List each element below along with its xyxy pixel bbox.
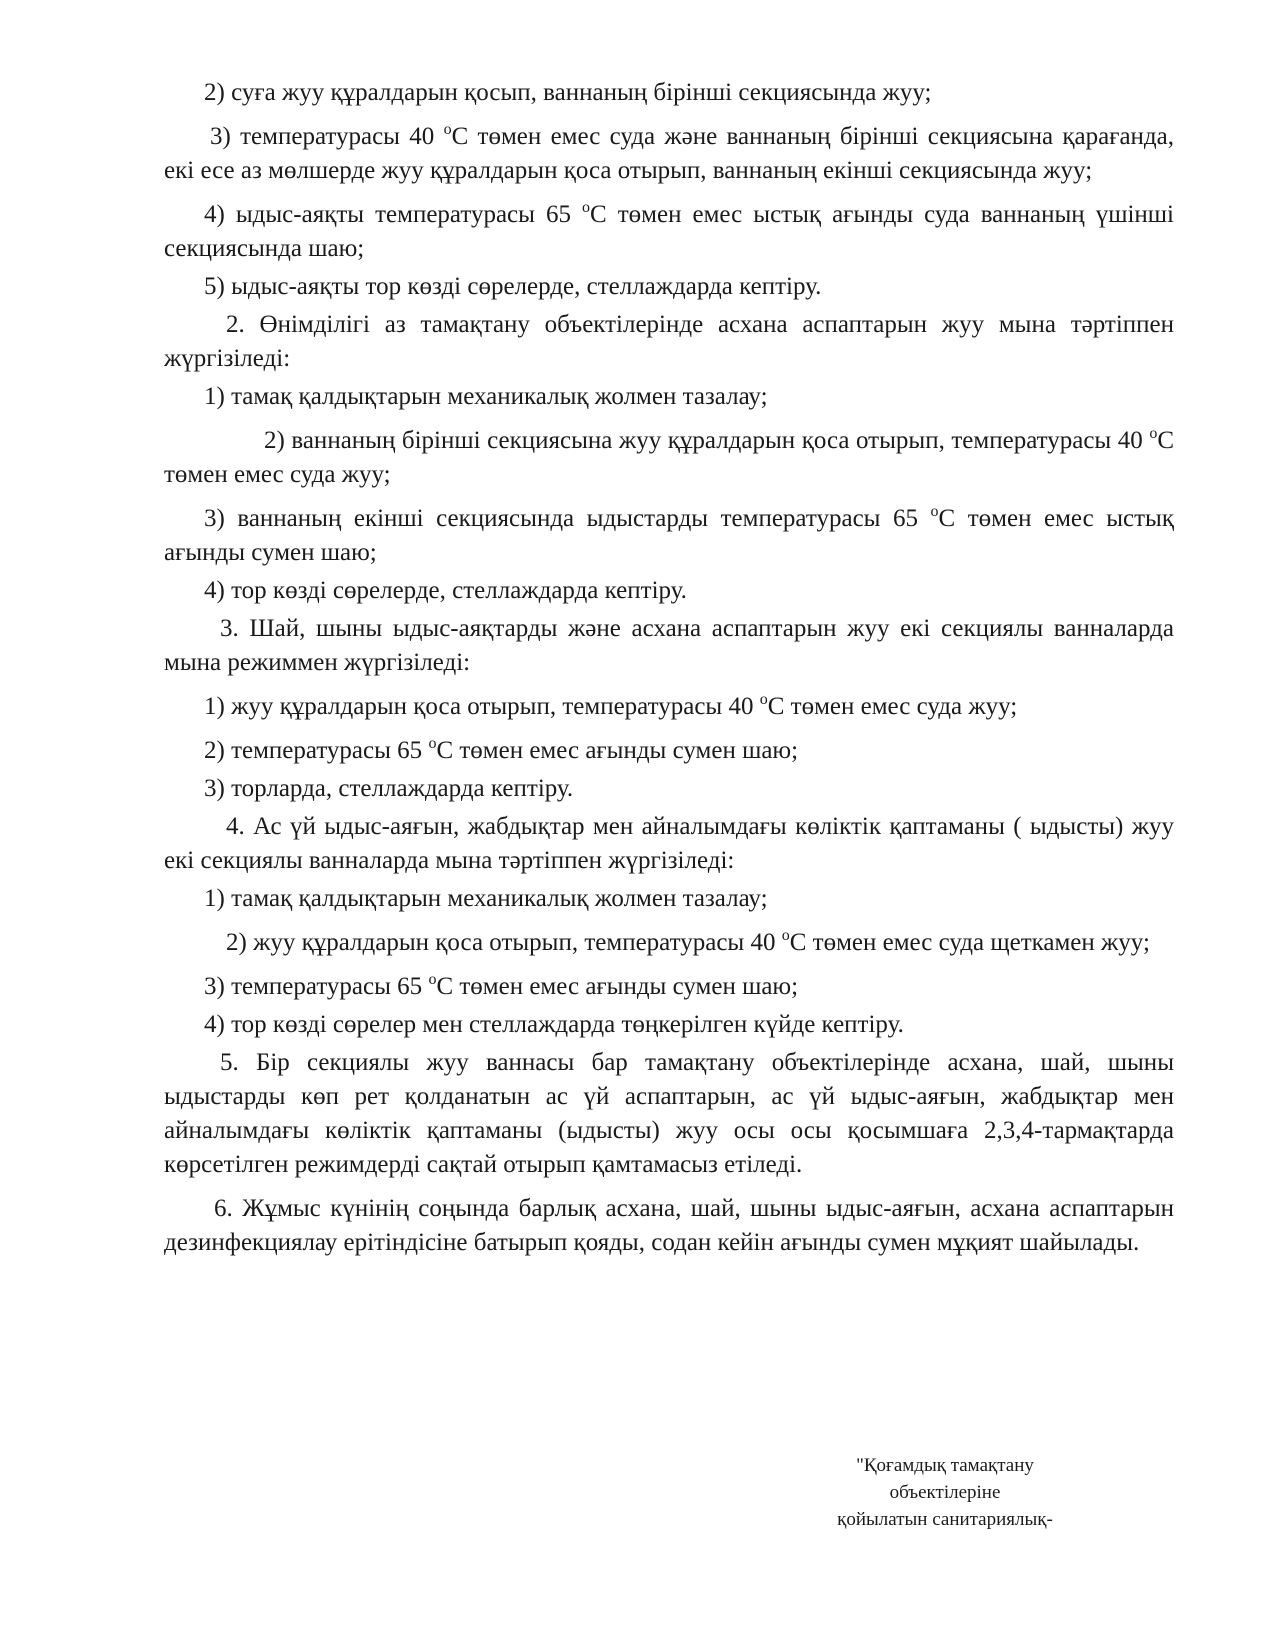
paragraph-text: 2. Өнімділігі аз тамақтану объектілерінде асхана аспаптарын жуу мына тәртіппен жүргізіледі: (164, 311, 1174, 372)
paragraph-text: 5. Бір секциялы жуу ваннасы бар тамақтану объектілерінде асхана, шай, шыны ыдыстарды көп рет қолданатын ас үй аспаптарын, ас үй ыдыс-аяғын, жабдықтар мен айналымдағы көліктік қаптаманы (ыдысты) жуу осы осы қосымшаға 2,3,4-тармақтарда көрсетілген режимдерді сақтай отырып қамтамасыз етіледі. (164, 1049, 1174, 1178)
paragraph-text: С төмен емес ыстық ағынды суда ваннаның үшінші секциясында шаю; (164, 201, 1174, 262)
paragraph-text: 3) температурасы 40 (210, 123, 444, 150)
degree-sign: o (443, 121, 452, 138)
paragraph-text: С төмен емес суда және ваннаның бірінші секциясына қарағанда, екі есе аз мөлшерде жуу құралдарын қоса отырып, ваннаның екінші секциясында жуу; (164, 123, 1174, 184)
paragraph (164, 308, 1174, 376)
paragraph (164, 1192, 1174, 1260)
paragraph (164, 690, 1174, 724)
paragraph (164, 120, 1174, 188)
paragraph-text: 3) торларда, стеллаждарда кептіру. (204, 775, 574, 802)
paragraph (164, 270, 1174, 304)
paragraph-text: 1) тамақ қалдықтарын механикалық жолмен тазалау; (204, 885, 768, 912)
paragraph-text: С төмен емес суда жуу; (767, 693, 1018, 720)
paragraph-text: 3) ваннаның екінші секциясында ыдыстарды температурасы 65 (204, 505, 931, 532)
paragraph-text: С төмен емес суда жуу; (164, 427, 1174, 488)
appendix-reference (800, 1452, 1090, 1533)
paragraph-text: С төмен емес суда щеткамен жуу; (789, 929, 1150, 956)
degree-sign: o (930, 503, 939, 520)
paragraph-text: 4. Ас үй ыдыс-аяғын, жабдықтар мен айналымдағы көліктік қаптаманы ( ыдысты) жуу екі секциялы ванналарда мына тәртіппен жүргізіледі: (164, 813, 1174, 874)
paragraph (164, 76, 1174, 110)
degree-sign: o (759, 691, 768, 708)
paragraph-text: 2) жуу құралдарын қоса отырып, температурасы 40 (226, 929, 782, 956)
appendix-reference-line: "Қоғамдық тамақтану (856, 1455, 1034, 1476)
paragraph-text: 1) тамақ қалдықтарын механикалық жолмен тазалау; (204, 383, 768, 410)
paragraph-text: 5) ыдыс-аяқты тор көзді сөрелерде, стеллаждарда кептіру. (204, 273, 822, 300)
paragraph-text: 1) жуу құралдарын қоса отырып, температурасы 40 (204, 693, 760, 720)
paragraph (164, 810, 1174, 878)
paragraph (164, 1008, 1174, 1042)
paragraph (164, 198, 1174, 266)
paragraph-text: 2) температурасы 65 (204, 737, 429, 764)
paragraph (164, 734, 1174, 768)
paragraph (164, 970, 1174, 1004)
paragraph-text: 4) тор көзді сөрелерде, стеллаждарда кептіру. (204, 577, 687, 604)
degree-sign: o (428, 971, 437, 988)
paragraph (164, 612, 1174, 680)
paragraph (164, 1046, 1174, 1182)
degree-sign: o (428, 735, 437, 752)
paragraph-text: С төмен емес ағынды сумен шаю; (436, 737, 799, 764)
paragraph (164, 926, 1174, 960)
document-body (164, 76, 1174, 1260)
paragraph (164, 502, 1174, 570)
paragraph-text: 3) температурасы 65 (204, 973, 429, 1000)
paragraph (164, 380, 1174, 414)
appendix-reference-line: қойылатын санитариялық- (837, 1509, 1053, 1530)
paragraph-text: 2) суға жуу құралдарын қосып, ваннаның бірінші секциясында жуу; (204, 79, 932, 106)
paragraph-text: 4) ыдыс-аяқты температурасы 65 (204, 201, 583, 228)
degree-sign: o (1149, 425, 1158, 442)
degree-sign: o (582, 199, 591, 216)
paragraph-text: С төмен емес ағынды сумен шаю; (436, 973, 799, 1000)
paragraph (164, 424, 1174, 492)
paragraph (164, 574, 1174, 608)
appendix-reference-line: объектілеріне (889, 1482, 1001, 1503)
paragraph (164, 772, 1174, 806)
paragraph-text: С төмен емес ыстық ағынды сумен шаю; (164, 505, 1174, 566)
paragraph-text: 4) тор көзді сөрелер мен стеллаждарда төңкерілген күйде кептіру. (204, 1011, 904, 1038)
paragraph-text: 6. Жұмыс күнінің соңында барлық асхана, шай, шыны ыдыс-аяғын, асхана аспаптарын дезинфекциялау ерітіндісіне батырып қояды, содан кейін ағынды сумен мұқият шайылады. (164, 1195, 1174, 1256)
paragraph-text: 2) ваннаның бірінші секциясына жуу құралдарын қоса отырып, температурасы 40 (264, 427, 1150, 454)
paragraph-text: 3. Шай, шыны ыдыс-аяқтарды және асхана аспаптарын жуу екі секциялы ванналарда мына режиммен жүргізіледі: (164, 615, 1174, 676)
paragraph (164, 882, 1174, 916)
degree-sign: o (781, 927, 790, 944)
